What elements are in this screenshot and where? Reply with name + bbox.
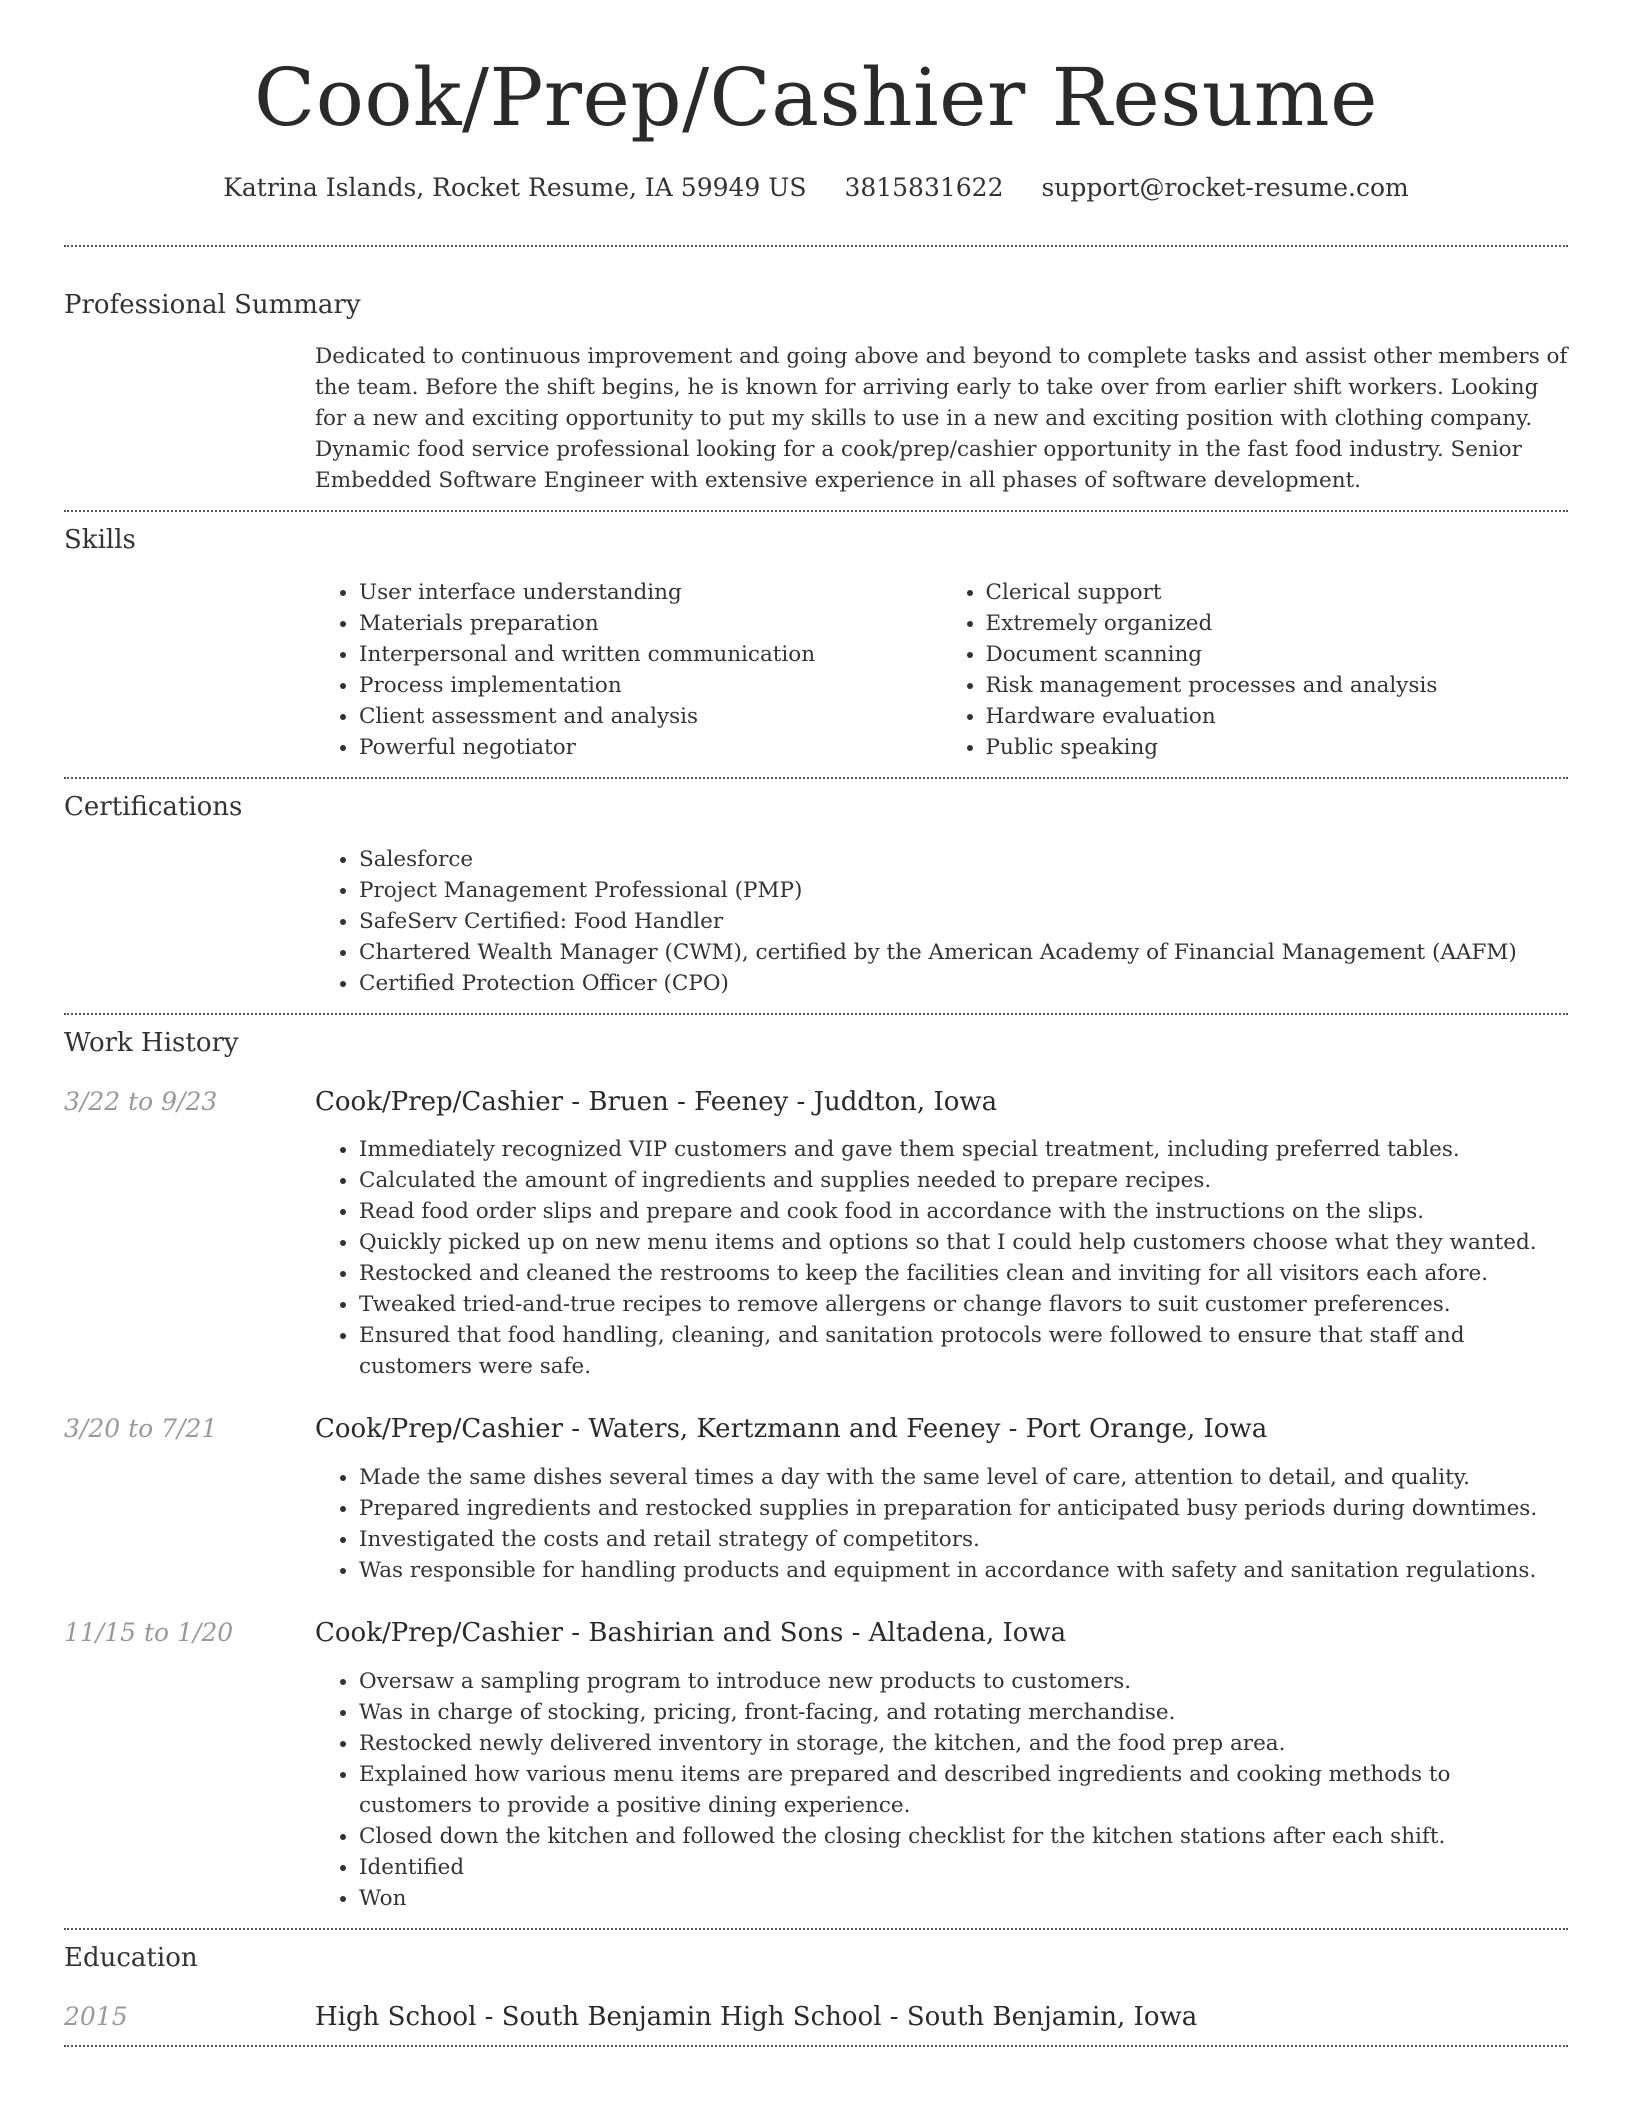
skills-columns [315, 577, 1568, 763]
job-bullet-list [315, 1134, 1568, 1382]
skill-item: • Interpersonal and written communication [359, 639, 942, 670]
job-bullet: • Closed down the kitchen and followed the closing checklist for the kitchen stations after each shift. [359, 1821, 1568, 1852]
job-dates: 11/15 to 1/20 [64, 1618, 234, 1648]
education-entry [64, 2001, 1568, 2035]
page-title: Cook/Prep/Cashier Resume [254, 51, 1378, 144]
job-entry [64, 1413, 1568, 1586]
contact-address: Katrina Islands, Rocket Resume, IA 59949 US [223, 173, 807, 202]
job-bullet: • Won [359, 1883, 1568, 1914]
job-bullet-list [315, 1666, 1568, 1914]
job-bullet: • Made the same dishes several times a day with the same level of care, attention to detail, and quality. [359, 1462, 1568, 1493]
job-title: Cook/Prep/Cashier - Waters, Kertzmann and Feeney - Port Orange, Iowa [315, 1414, 1268, 1445]
job-bullets [315, 1134, 1568, 1382]
skill-item: • Process implementation [359, 670, 942, 701]
job-entry [64, 1086, 1568, 1383]
job-bullet: • Identified [359, 1852, 1568, 1883]
skill-item: • Extremely organized [986, 608, 1569, 639]
job-bullet: • Read food order slips and prepare and cook food in accordance with the instructions on the slips. [359, 1196, 1568, 1227]
education-title: High School - South Benjamin High School - South Benjamin, Iowa [315, 2001, 1198, 2032]
skill-item: • Materials preparation [359, 608, 942, 639]
job-bullet: • Investigated the costs and retail strategy of competitors. [359, 1524, 1568, 1555]
skill-item: • Document scanning [986, 639, 1569, 670]
certification-item: • Certified Protection Officer (CPO) [359, 968, 1568, 999]
job-dates: 3/22 to 9/23 [64, 1086, 218, 1116]
skill-item: • Hardware evaluation [986, 701, 1569, 732]
skill-item: • Clerical support [986, 577, 1569, 608]
job-header [64, 1617, 1568, 1651]
skill-item: • Client assessment and analysis [359, 701, 942, 732]
certification-item: • Chartered Wealth Manager (CWM), certified by the American Academy of Financial Management (AAFM) [359, 937, 1568, 968]
job-bullet: • Immediately recognized VIP customers and gave them special treatment, including preferred tables. [359, 1134, 1568, 1165]
certification-item: • Salesforce [359, 844, 1568, 875]
certifications-list [315, 844, 1568, 999]
contact-phone: 3815831622 [844, 173, 1004, 202]
divider [64, 2045, 1568, 2047]
job-title: Cook/Prep/Cashier - Bashirian and Sons - Altadena, Iowa [315, 1618, 1067, 1649]
job-bullet: • Was responsible for handling products and equipment in accordance with safety and sanitation regulations. [359, 1555, 1568, 1586]
job-bullet: • Explained how various menu items are prepared and described ingredients and cooking methods to customers to provide a positive dining experience. [359, 1759, 1568, 1821]
job-bullet-list [315, 1462, 1568, 1586]
job-bullet: • Tweaked tried-and-true recipes to remove allergens or change flavors to suit customer preferences. [359, 1289, 1568, 1320]
job-bullet: • Quickly picked up on new menu items and options so that I could help customers choose what they wanted. [359, 1227, 1568, 1258]
section-heading-certifications: Certifications [64, 792, 243, 823]
certifications-body [315, 844, 1568, 999]
education-section [64, 1930, 1568, 2045]
summary-text: Dedicated to continuous improvement and going above and beyond to complete tasks and assist other members of the team. Before the shift begins, he is known for arriving early to take over from earlier shift workers. Looking for a new and exciting opportunity to put my skills to use in a new and exciting position with clothing company. Dynamic food service professional looking for a cook/prep/cashier opportunity in the fast food industry. Senior Embedded Software Engineer with extensive experience in all phases of software development. [315, 344, 1568, 494]
section-heading-skills: Skills [64, 525, 136, 556]
certification-item: • Project Management Professional (PMP) [359, 875, 1568, 906]
section-heading-work-history: Work History [64, 1027, 239, 1058]
job-bullet: • Calculated the amount of ingredients and supplies needed to prepare recipes. [359, 1165, 1568, 1196]
job-entry [64, 1617, 1568, 1914]
skills-list-left [315, 577, 942, 763]
work-history-section [64, 1015, 1568, 1928]
job-dates: 3/20 to 7/21 [64, 1414, 218, 1444]
job-title: Cook/Prep/Cashier - Bruen - Feeney - Juddton, Iowa [315, 1086, 998, 1117]
skill-item: • User interface understanding [359, 577, 942, 608]
summary-section [64, 247, 1568, 511]
job-bullets [315, 1462, 1568, 1586]
education-year: 2015 [64, 2001, 128, 2031]
job-header [64, 1086, 1568, 1120]
section-heading-summary: Professional Summary [64, 289, 361, 320]
job-bullets [315, 1666, 1568, 1914]
contact-email: support@rocket-resume.com [1041, 173, 1409, 202]
job-bullet: • Was in charge of stocking, pricing, front-facing, and rotating merchandise. [359, 1697, 1568, 1728]
skill-item: • Public speaking [986, 732, 1569, 763]
skill-item: • Risk management processes and analysis [986, 670, 1569, 701]
job-bullet: • Restocked newly delivered inventory in storage, the kitchen, and the food prep area. [359, 1728, 1568, 1759]
certification-item: • SafeServ Certified: Food Handler [359, 906, 1568, 937]
job-bullet: • Restocked and cleaned the restrooms to keep the facilities clean and inviting for all visitors each afore. [359, 1258, 1568, 1289]
job-header [64, 1413, 1568, 1447]
job-bullet: • Prepared ingredients and restocked supplies in preparation for anticipated busy periods during downtimes. [359, 1493, 1568, 1524]
skills-section [64, 512, 1568, 777]
job-bullet: • Oversaw a sampling program to introduce new products to customers. [359, 1666, 1568, 1697]
contact-line [64, 172, 1568, 205]
job-bullet: • Ensured that food handling, cleaning, and sanitation protocols were followed to ensure that staff and customers were safe. [359, 1320, 1568, 1382]
certifications-section [64, 779, 1568, 1013]
skills-list-right [942, 577, 1569, 763]
section-heading-education: Education [64, 1943, 198, 1974]
skill-item: • Powerful negotiator [359, 732, 942, 763]
